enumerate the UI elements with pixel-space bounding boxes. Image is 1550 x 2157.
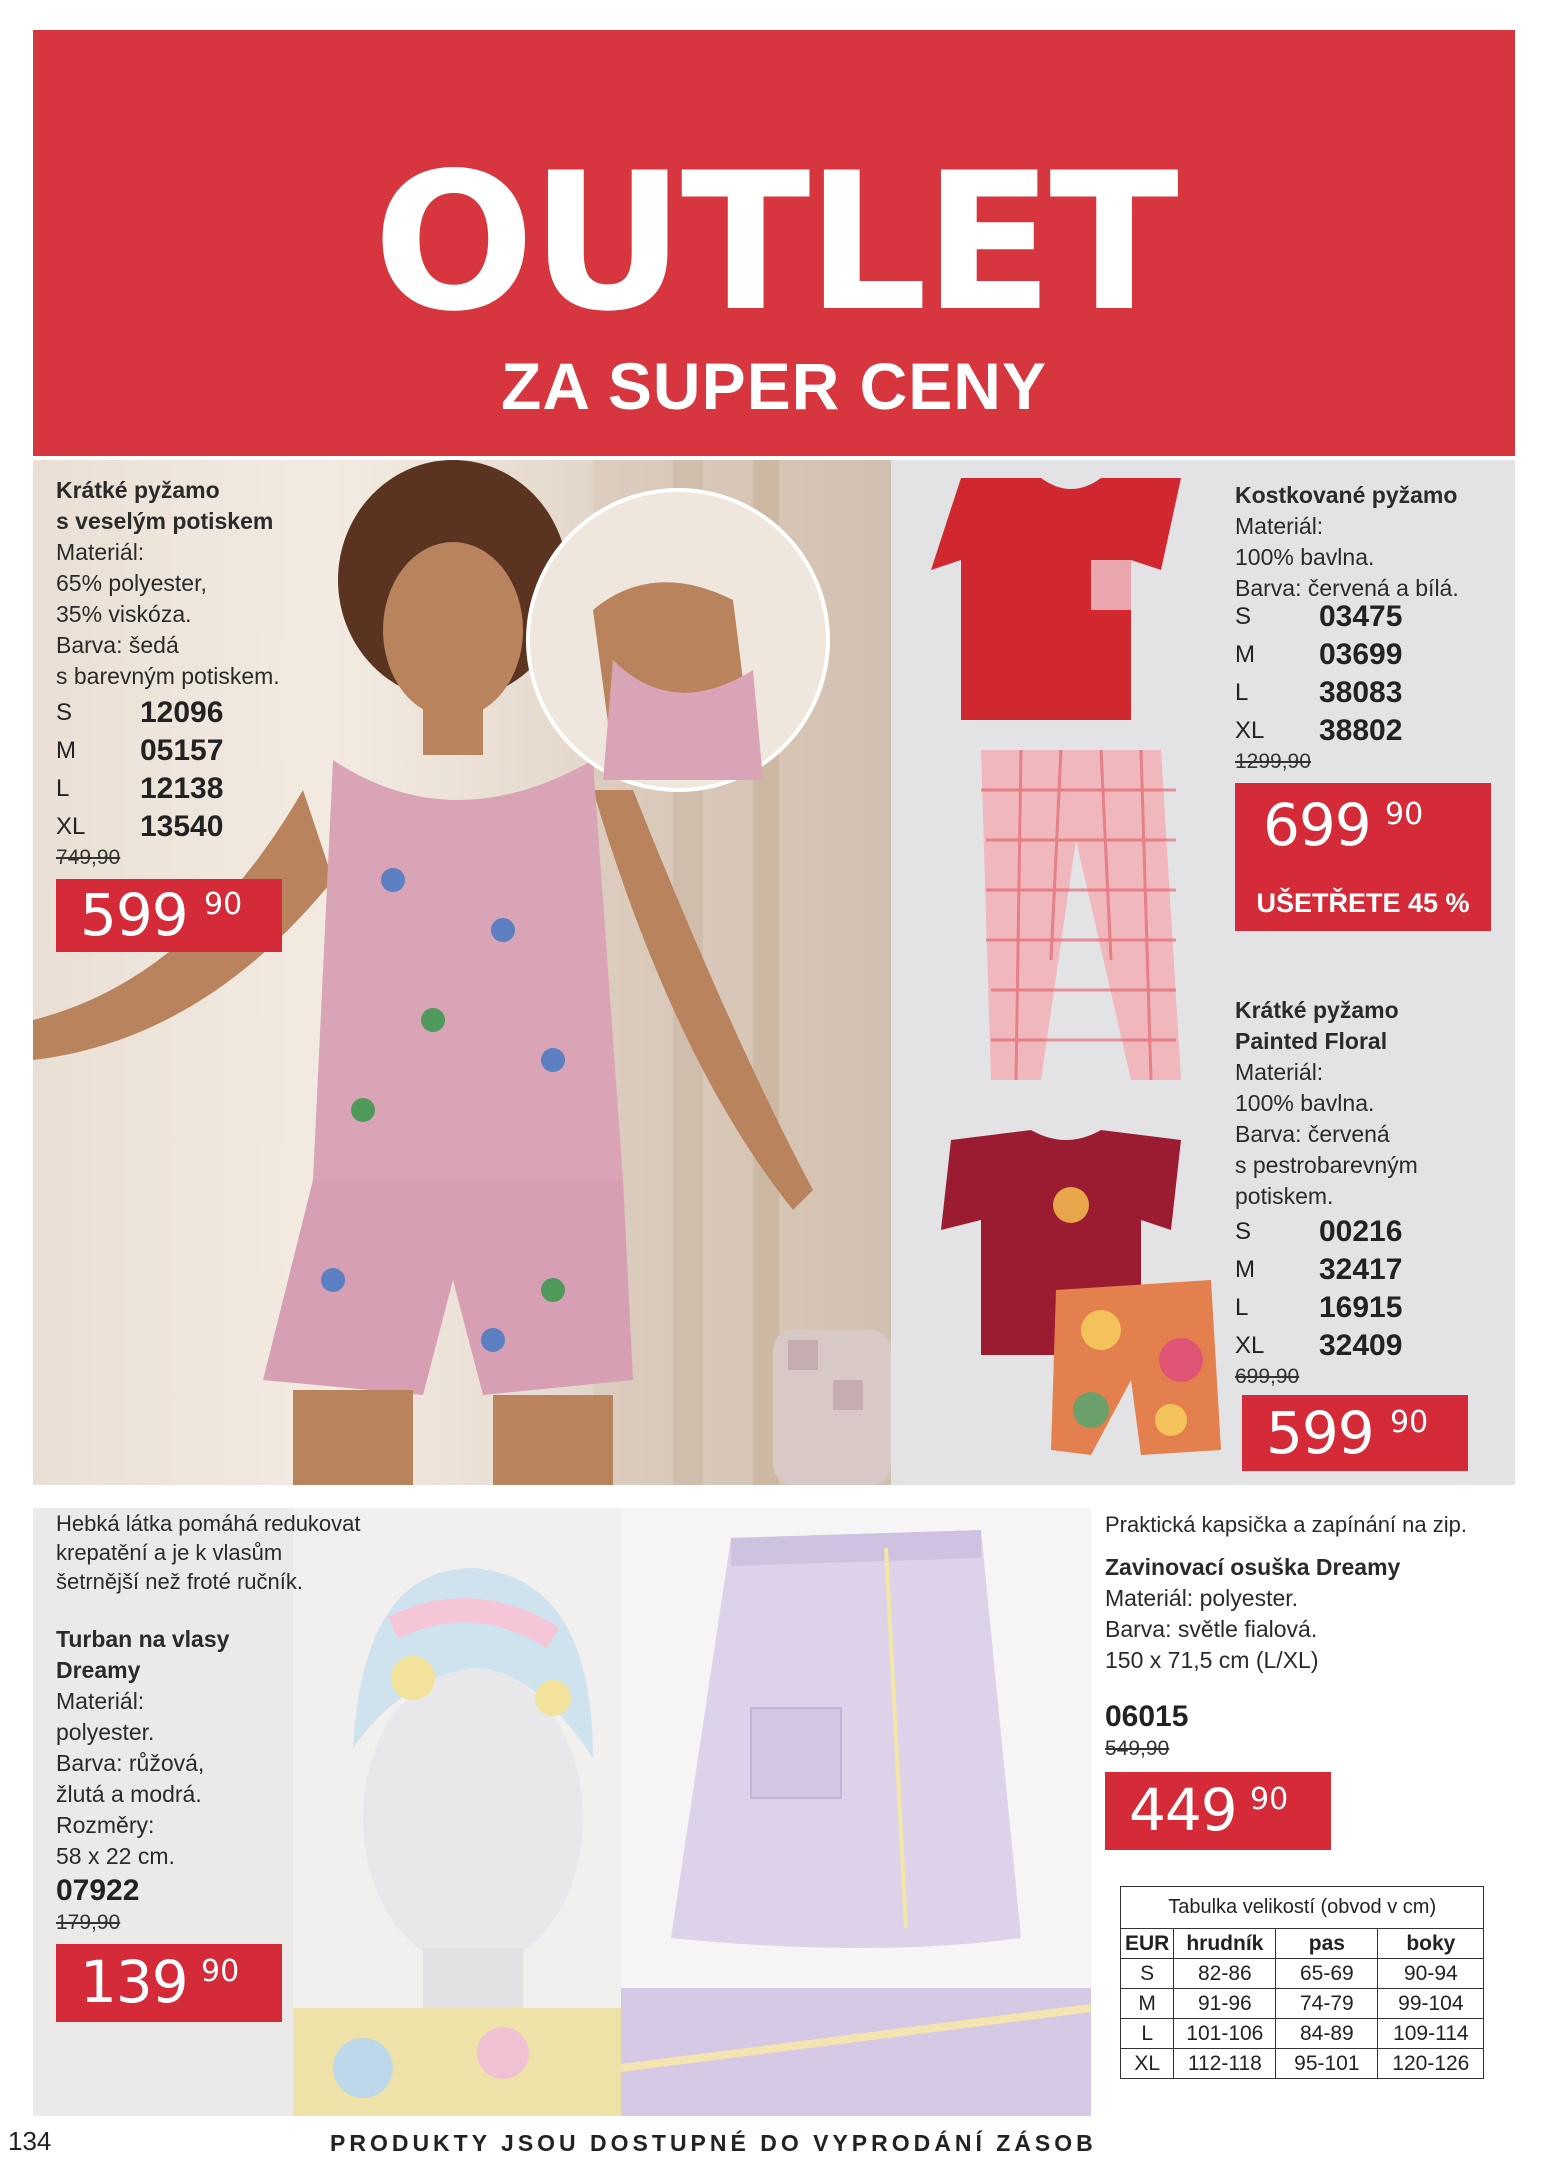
product2-material-label: Materiál: [1235, 513, 1324, 539]
size-row: XL 38802 [1235, 714, 1403, 747]
size-row: XL 32409 [1235, 1329, 1403, 1362]
product3-material: 100% bavlna. [1235, 1090, 1375, 1116]
product4-color2: žlutá a modrá. [56, 1781, 202, 1807]
towel-illustration [621, 1508, 1091, 2116]
pajama-products-panel [891, 460, 1515, 1485]
product3-price-tag: 599 90 [1242, 1395, 1468, 1471]
product2-description [1235, 480, 1459, 604]
footer-note: PRODUKTY JSOU DOSTUPNÉ DO VYPRODÁNÍ ZÁSOB [330, 2130, 1097, 2156]
turban-panel [33, 1508, 621, 2116]
product2-color: Barva: červená a bílá. [1235, 575, 1459, 601]
banner-title: OUTLET [373, 132, 1175, 353]
size-row: L 16915 [1235, 1291, 1403, 1324]
product2-size-codes [1235, 598, 1402, 750]
product5-note: Praktická kapsička a zapínání na zip. [1105, 1512, 1467, 1537]
product5-description [1105, 1552, 1400, 1676]
size-row: S 03475 [1235, 600, 1403, 633]
table-row: M 91-96 74-79 99-104 [1121, 1989, 1484, 2019]
product2-discount-label: UŠETŘETE 45 % [1256, 888, 1470, 918]
product4-description [56, 1624, 229, 1872]
product3-name-line1: Krátké pyžamo [1235, 997, 1399, 1023]
product1-material2: 35% viskóza. [56, 601, 192, 627]
product5-price-tag: 449 90 [1105, 1772, 1331, 1850]
product2-price-tag: 699 90 UŠETŘETE 45 % [1235, 783, 1491, 931]
size-row: M 32417 [1235, 1253, 1403, 1286]
product2-name: Kostkované pyžamo [1235, 482, 1458, 508]
product3-size-codes [1235, 1213, 1402, 1365]
product4-old-price: 179,90 [56, 1911, 121, 1934]
product1-size-codes [56, 694, 223, 846]
pajama-model-photo [33, 460, 891, 1485]
product5-old-price: 549,90 [1105, 1737, 1170, 1760]
product1-color2: s barevným potiskem. [56, 663, 280, 689]
product4-color1: Barva: růžová, [56, 1750, 205, 1776]
size-table-caption: Tabulka velikostí (obvod v cm) [1121, 1887, 1484, 1929]
product1-old-price: 749,90 [56, 846, 121, 869]
product2-material: 100% bavlna. [1235, 544, 1375, 570]
product5-size: 150 x 71,5 cm (L/XL) [1105, 1647, 1319, 1673]
towel-panel [621, 1508, 1091, 2116]
product3-color1: Barva: červená [1235, 1121, 1390, 1147]
size-row: S 12096 [56, 696, 224, 729]
product4-dims-label: Rozměry: [56, 1812, 155, 1838]
product3-name-line2: Painted Floral [1235, 1028, 1388, 1054]
product1-material-label: Materiál: [56, 539, 145, 565]
product3-old-price: 699,90 [1235, 1365, 1300, 1388]
product3-color3: potiskem. [1235, 1183, 1334, 1209]
size-row: M 05157 [56, 734, 224, 767]
size-table [1120, 1886, 1484, 2079]
product4-name-line2: Dreamy [56, 1657, 141, 1683]
product3-material-label: Materiál: [1235, 1059, 1324, 1085]
size-row: L 12138 [56, 772, 224, 805]
product5-color: Barva: světle fialová. [1105, 1616, 1318, 1642]
pajama-illustrations [891, 460, 1515, 1485]
product4-price-tag: 139 90 [56, 1944, 282, 2022]
product4-name-line1: Turban na vlasy [56, 1626, 230, 1652]
size-row: L 38083 [1235, 676, 1403, 709]
product1-price-tag: 599 90 [56, 879, 282, 952]
product1-name-line1: Krátké pyžamo [56, 477, 220, 503]
size-row: M 03699 [1235, 638, 1403, 671]
banner-subtitle: ZA SUPER CENY [501, 349, 1047, 423]
table-row: S 82-86 65-69 90-94 [1121, 1959, 1484, 1989]
product4-material-label: Materiál: [56, 1688, 145, 1714]
table-row: L 101-106 84-89 109-114 [1121, 2019, 1484, 2049]
product5-code: 06015 [1105, 1700, 1189, 1733]
product5-material: Materiál: polyester. [1105, 1585, 1299, 1611]
product4-material: polyester. [56, 1719, 155, 1745]
product1-material1: 65% polyester, [56, 570, 207, 596]
table-row: XL 112-118 95-101 120-126 [1121, 2049, 1484, 2079]
product4-note: Hebká látka pomáhá redukovat krepatění a je k vlasům šetrnější než froté ručník. [56, 1511, 361, 1594]
page-number: 134 [8, 2126, 52, 2156]
product4-code: 07922 [56, 1874, 140, 1907]
product2-old-price: 1299,90 [1235, 750, 1311, 773]
product5-name: Zavinovací osuška Dreamy [1105, 1554, 1401, 1580]
size-row: XL 13540 [56, 810, 224, 843]
size-table-header: EUR hrudník pas boky [1121, 1929, 1484, 1959]
product3-description [1235, 995, 1418, 1212]
size-row: S 00216 [1235, 1215, 1403, 1248]
product1-color1: Barva: šedá [56, 632, 179, 658]
product3-color2: s pestrobarevným [1235, 1152, 1418, 1178]
product1-description [56, 475, 280, 692]
outlet-banner [33, 30, 1515, 456]
product1-name-line2: s veselým potiskem [56, 508, 274, 534]
product4-dims: 58 x 22 cm. [56, 1843, 175, 1869]
